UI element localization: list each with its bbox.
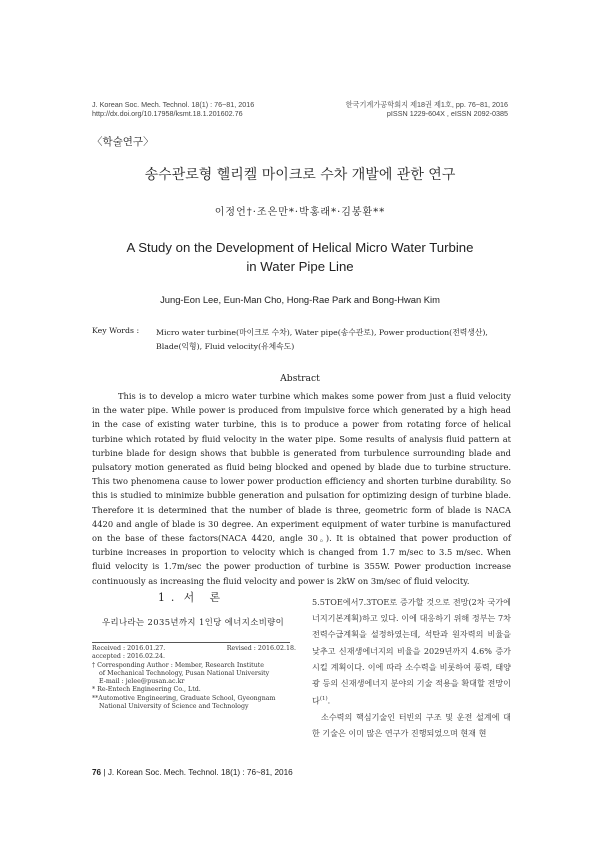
journal-header-left [92, 100, 254, 118]
journal-citation: J. Korean Soc. Mech. Technol. 18(1) : 76~81, 2016 [92, 100, 255, 109]
page-footer [92, 768, 293, 777]
body-paragraph: 소수력의 핵심기술인 터빈의 구조 및 운전 설계에 대한 기술은 이미 많은 연구가 진행되었으며 현재 현 [312, 712, 511, 739]
paper-title-korean: 송수관로형 헬리켈 마이크로 수차 개발에 관한 연구 [144, 167, 456, 183]
section-heading-text: 서 론 [183, 591, 227, 604]
received-date: Received : 2016.01.27. [92, 645, 166, 652]
body-paragraph-text: 5.5TOE에서7.3TOE로 증가할 것으로 전망(2차 국가에너지기본계획)하고 있다. 이에 대응하기 위해 정부는 7차 전력수급계획을 설정하였는데, 석탄과 원자력의 비율을 낮추고 신재생에너지의 비율을 2029년까지 4.6% 증가시킬 계획이다. 이에 따라 소수력을 비롯하여 풍력, 태양광 등의 신재생에너지 분야의 기술 적용을 확대할 전망이다 [312, 597, 511, 706]
affiliation-2: **Automotive Engineering, Graduate School, Gyeongnam [92, 694, 276, 702]
revised-date: Revised : 2016.02.18. [226, 645, 296, 652]
footer-separator: | [103, 768, 106, 777]
abstract-body: This is to develop a micro water turbine which makes some power from just a fluid velocity in the water pipe. While power is produced from impulsive force which generated by a high head in the case of existing water turbine, this is to produce a power from rotating force of helical turbine which rotated by fluid velocity in the water pipe. Some results of analysis fluid pattern at turbine blade for design shows that bubble is generated from turbulence surrounding blade and pulsatory motion generated as fluid being blocked and opened by blade due to turbine structure. This two phenomena cause to lower power production efficiency and shorten turbine durability. So this is studied to minimize bubble generation and pulsation for optimizing design of turbine blade. Therefore it is determined that the number of blade is three, geometric form of blade is NACA 4420 and angle of blade is 30 degree. An experiment equipment of water turbine is manufactured on the base of these factors(NACA 4420, angle 30。). It is obtained that power production of turbine increases in proportion to velocity which is changed from 1.7 m/sec to 3.5 m/sec. When fluid velocity is 1.7m/sec the power production of turbine is 355W. Power production increase continuously as increasing the fluid velocity and power is 2kW on 3m/sec of fluid velocity. [92, 391, 511, 586]
body-paragraph-end: . [327, 695, 331, 706]
footnote-divider [92, 642, 290, 643]
body-right-column [312, 594, 511, 742]
accepted-date: accepted : 2016.02.24. [92, 653, 166, 661]
issn-info: pISSN 1229-604X , eISSN 2092-0385 [386, 109, 508, 118]
affiliation-2-cont: National University of Science and Technology [99, 703, 249, 711]
section-tag: 〈학술연구〉 [92, 136, 154, 148]
body-paragraph [312, 594, 511, 709]
section-number: 1. [157, 591, 181, 604]
journal-citation-kr: 한국기계가공학회지 제18권 제1호, pp. 76~81, 2016 [345, 100, 508, 109]
affiliation-1: * Re-Entech Engineering Co., Ltd. [92, 686, 201, 694]
footer-citation: J. Korean Soc. Mech. Technol. 18(1) : 76~81, 2016 [107, 768, 293, 777]
paper-title-english: A Study on the Development of Helical Micro Water Turbine in Water Pipe Line [126, 240, 474, 274]
authors-english: Jung-Eon Lee, Eun-Man Cho, Hong-Rae Park and Bong-Hwan Kim [160, 294, 440, 305]
authors-korean: 이정언†·조은만*·박홍래*·김봉환** [214, 207, 386, 218]
corresponding-author: † Corresponding Author : Member, Research Institute [92, 661, 265, 669]
journal-header-right [346, 100, 508, 118]
intro-first-line: 우리나라는 2035년까지 1인당 에너지소비량이 [102, 617, 285, 627]
corresponding-author-email: E-mail : jelee@pusan.ac.kr [99, 678, 185, 686]
abstract-heading: Abstract [280, 373, 320, 384]
footnotes [92, 645, 296, 711]
corresponding-author-affiliation: of Mechanical Technology, Pusan National University [99, 669, 270, 677]
citation-ref: (1) [319, 696, 328, 703]
doi-link[interactable]: http://dx.doi.org/10.17958/ksmt.18.1.201602.76 [92, 109, 243, 118]
footnote-dates [92, 645, 296, 653]
keywords-label: Key Words : [92, 326, 140, 335]
section-heading-introduction [92, 590, 292, 605]
page-number: 76 [92, 768, 102, 777]
keywords-list: Micro water turbine(마이크로 수차), Water pipe(송수관로), Power production(전력생산), Blade(익형), Fluid velocity(유체속도) [156, 328, 488, 351]
